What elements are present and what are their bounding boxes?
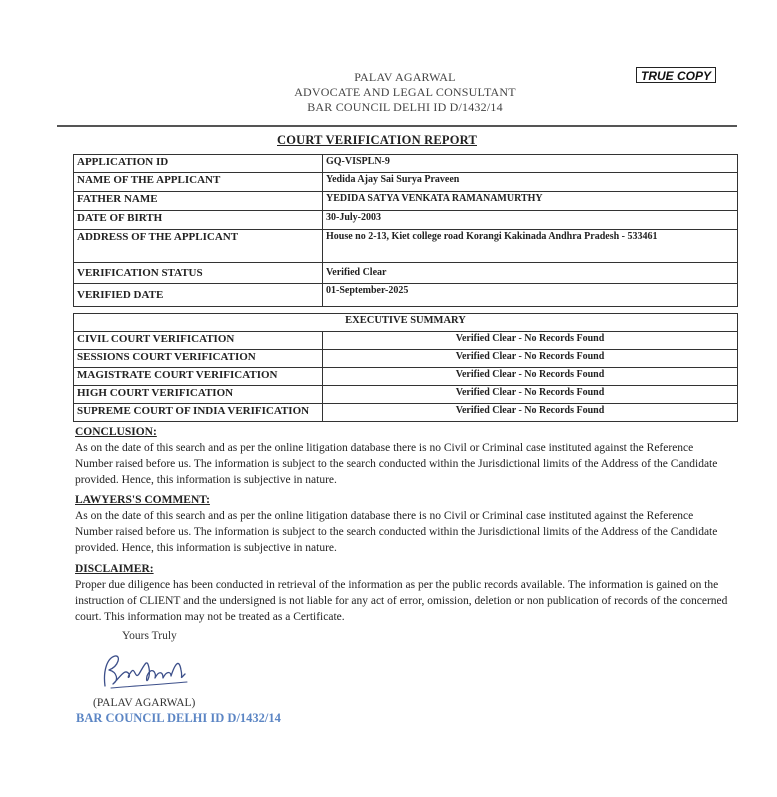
table-row — [74, 332, 738, 350]
table-row — [74, 211, 738, 230]
conclusion-text: As on the date of this search and as per the online litigation database there is no Civil or Criminal case instituted against the Reference Number raised before us. The information is subject to the search conducted within the Jurisdictional limits of the Address of the Candidate provided. Hence, this information is subjective in nature. — [75, 442, 718, 486]
detail-value: GQ-VISPLN-9 — [323, 155, 738, 173]
summary-label: HIGH COURT VERIFICATION — [74, 386, 323, 404]
summary-label: CIVIL COURT VERIFICATION — [74, 332, 323, 350]
disclaimer-section — [75, 561, 730, 625]
table-row — [74, 230, 738, 263]
detail-value: YEDIDA SATYA VENKATA RAMANAMURTHY — [323, 192, 738, 211]
advocate-name: PALAV AGARWAL — [354, 70, 456, 84]
lawyers-comment-text: As on the date of this search and as per the online litigation database there is no Civil or Criminal case instituted against the Reference Number raised before us. The information is subject to the search conducted within the Jurisdictional limits of the Address of the Candidate provided. Hence, this information is subjective in nature. — [75, 510, 718, 554]
table-row — [74, 350, 738, 368]
footer-bar-council-id: BAR COUNCIL DELHI ID D/1432/14 — [76, 711, 281, 725]
detail-label: NAME OF THE APPLICANT — [74, 173, 323, 192]
lawyers-comment-heading: LAWYERS'S COMMENT: — [75, 494, 210, 506]
table-row — [74, 263, 738, 284]
detail-value: Verified Clear — [323, 263, 738, 284]
summary-value: Verified Clear - No Records Found — [323, 368, 738, 386]
table-row — [74, 368, 738, 386]
conclusion-section — [75, 424, 730, 488]
summary-label: SUPREME COURT OF INDIA VERIFICATION — [74, 404, 323, 422]
report-title: COURT VERIFICATION REPORT — [277, 133, 477, 147]
advocate-role: ADVOCATE AND LEGAL CONSULTANT — [294, 85, 516, 99]
table-row — [74, 386, 738, 404]
disclaimer-text: Proper due diligence has been conducted in retrieval of the information as per the public records available. The information is gained on the instruction of CLIENT and the undersigned is not liable for any act of error, omission, deletion or non publication of records of the concerned court. This information may not be treated as a Certificate. — [75, 579, 728, 623]
summary-value: Verified Clear - No Records Found — [323, 386, 738, 404]
table-row — [74, 404, 738, 422]
detail-value: Yedida Ajay Sai Surya Praveen — [323, 173, 738, 192]
detail-label: DATE OF BIRTH — [74, 211, 323, 230]
summary-value: Verified Clear - No Records Found — [323, 404, 738, 422]
disclaimer-heading: DISCLAIMER: — [75, 563, 154, 575]
closing-salutation: Yours Truly — [122, 630, 177, 642]
detail-label: APPLICATION ID — [74, 155, 323, 173]
header-divider — [57, 125, 737, 127]
detail-label: VERIFICATION STATUS — [74, 263, 323, 284]
conclusion-heading: CONCLUSION: — [75, 426, 157, 438]
lawyers-comment-section — [75, 492, 730, 556]
true-copy-stamp: TRUE COPY — [636, 67, 716, 83]
table-row — [74, 155, 738, 173]
signatory-name: (PALAV AGARWAL) — [93, 697, 196, 709]
summary-value: Verified Clear - No Records Found — [323, 350, 738, 368]
executive-summary-title: EXECUTIVE SUMMARY — [74, 314, 738, 332]
table-row — [74, 314, 738, 332]
detail-label: FATHER NAME — [74, 192, 323, 211]
detail-value: 01-September-2025 — [323, 284, 738, 307]
bar-council-id: BAR COUNCIL DELHI ID D/1432/14 — [307, 100, 503, 114]
summary-label: SESSIONS COURT VERIFICATION — [74, 350, 323, 368]
table-row — [74, 192, 738, 211]
applicant-details-table — [73, 154, 738, 307]
signature-image — [95, 646, 195, 696]
detail-value: 30-July-2003 — [323, 211, 738, 230]
detail-value: House no 2-13, Kiet college road Korangi Kakinada Andhra Pradesh - 533461 — [323, 230, 738, 263]
executive-summary-table — [73, 313, 738, 422]
summary-value: Verified Clear - No Records Found — [323, 332, 738, 350]
detail-label: VERIFIED DATE — [74, 284, 323, 307]
table-row — [74, 173, 738, 192]
detail-label: ADDRESS OF THE APPLICANT — [74, 230, 323, 263]
table-row — [74, 284, 738, 307]
summary-label: MAGISTRATE COURT VERIFICATION — [74, 368, 323, 386]
